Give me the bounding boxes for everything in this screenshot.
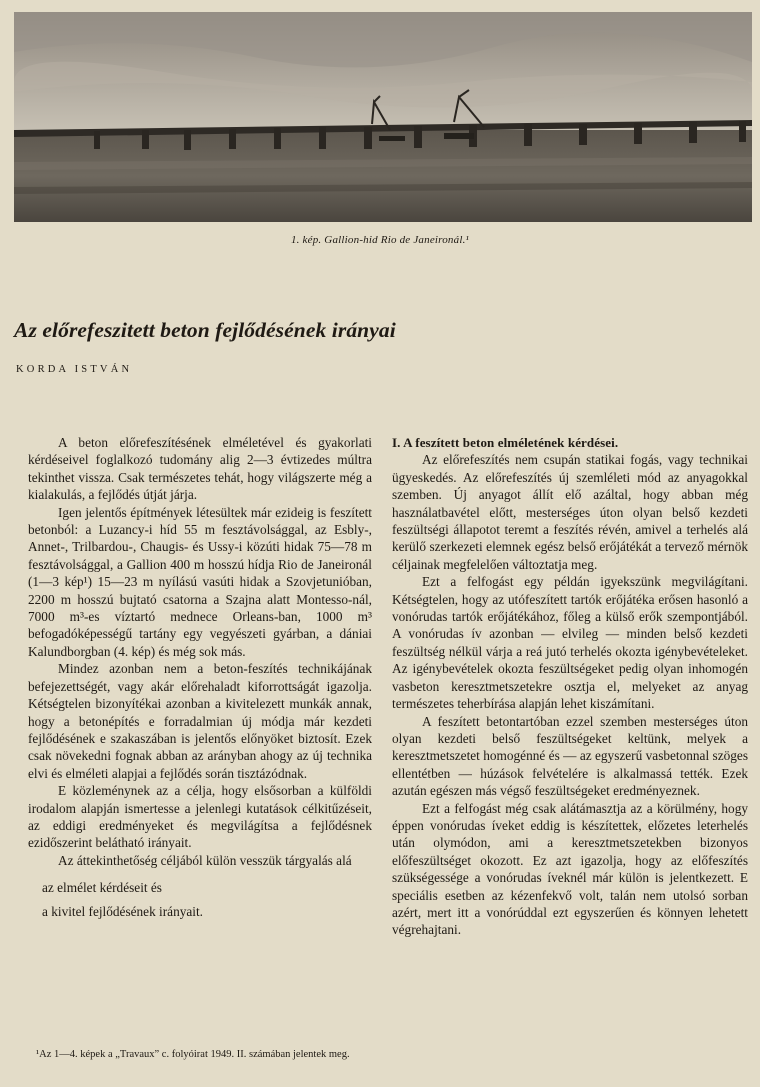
article-author: KORDA ISTVÁN bbox=[16, 364, 133, 375]
paragraph: A feszített betontartóban ezzel szemben mesterséges úton olyan kezdeti belső feszültségeket keltünk, melyek a keresztmetszetet homogénné és — az egyszerű vasbetonnal szöges ellentétben — húzások felvételére is alkalmassá tették. Ezek azután egészen más végső feszültségeket eredményeznek. bbox=[392, 713, 748, 799]
paragraph: Igen jelentős építmények létesültek már ezideig is feszített betonból: a Luzancy-i híd 55 m fesztávolsággal, az Esbly-, Annet-, Trilbardou-, Chaugis- és Ussy-i közúti hidak 75—78 m fesztávolsággal, a Gallion 400 m hosszú hídja Rio de Janeironál (1—3 kép¹) 15—23 m nyílású vasúti hidak a Szovjetunióban, 2200 m hosszú bujtató csatorna a Szajna alatt Montesso-nál, 7000 m³-es víztartó mednece Orleans-ban, 1000 m³ befogadóképességű tartány egy vegyészeti gyárban, a dániai Kalundborgban (4. kép) és még sok más. bbox=[28, 504, 372, 659]
footnote: ¹Az 1—4. képek a „Travaux” c. folyóirat 1949. II. számában jelentek meg. bbox=[36, 1049, 350, 1060]
section-heading: I. A feszített beton elméletének kérdései. bbox=[392, 435, 619, 450]
paragraph: Az előrefeszítés nem csupán statikai fogás, vagy technikai ügyeskedés. Az előrefeszítés új szemléleti mód az anyagokkal szemben. Új anyagot állít elő azáltal, hogy abban még használatbavétel előtt, mesterséges úton olyan belső kezdeti feszültségi állapotot teremt a feszítés révén, amivel a terhelés alá kerülő szerkezeti elemnek egész belső erőjátékát a tervező mérnök céljainak megfelelően változtatja meg. bbox=[392, 452, 748, 572]
list-item: a kivitel fejlődésének irányait. bbox=[42, 903, 203, 919]
right-column bbox=[392, 434, 748, 939]
left-column bbox=[28, 434, 372, 920]
paragraph: Ezt a felfogást egy példán igyekszünk megvilágítani. Kétségtelen, hogy az utófeszített tartók erőjátéka erősen hasonló a vonórudas tartók erőjátékához, főleg a külső erők szempontjából. A vonórudas ív azonban — elvileg — minden belső kezdeti feszültség nélkül várja a reá jutó terhelés okozta igénybevételeket. Az igénybevételek okozta feszültségeket pedig olyan inhomogén vasbeton keresztmetszetekre osztja el, melyeket az anyag természetes teherbírása alapján lehet kiszámítani. bbox=[392, 574, 748, 712]
paragraph: Mindez azonban nem a beton-feszítés technikájának befejezettségét, vagy akár előrehaladt kiforrottságát igazolja. Kétségtelen bizonyítékai azonban a kivitelezett munkák annak, hogy a betonépítés e forradalmian új módja már kezdeti fejlődésének e szakaszában is jelentős előnyöket biztosít. Ezek csak növekedni fognak abban az arányban ahogy az új technika elvi és elméleti alapjai a fejlődés során tisztázódnak. bbox=[28, 661, 372, 781]
list-item: az elmélet kérdéseit és bbox=[42, 880, 162, 896]
paragraph: E közleménynek az a célja, hogy elsősorban a külföldi irodalom alapján ismertesse a jelenlegi kutatások célkitűzéseit, az eddigi eredményeket és megvilágítsa a fejlődésnek ezidőszerint belátható irányait. bbox=[28, 783, 372, 851]
figure-caption: 1. kép. Gallion-hid Rio de Janeironál.¹ bbox=[290, 234, 470, 246]
bridge-photo bbox=[14, 12, 752, 222]
article-title: Az előrefeszitett beton fejlődésének irányai bbox=[14, 318, 396, 342]
paragraph: Az áttekinthetőség céljából külön vesszük tárgyalás alá bbox=[58, 852, 352, 868]
paragraph: A beton előrefeszítésének elméletével és gyakorlati kérdéseivel foglalkozó tudomány alig 2—3 évtizedes múltra tekinthet vissza. Csak természetes tehát, hogy világszerte még a kialakulás, a fejlődés útját járja. bbox=[28, 435, 372, 503]
bridge-photo-drawing bbox=[14, 12, 752, 222]
paragraph: Ezt a felfogást még csak alátámasztja az a körülmény, hogy éppen vonórudas íveket eddig is készítettek, előzetes leterhelés után olymódon, ami a keresztmetszetekben bizonyos előfeszültséget okozott. Ez azt igazolja, hogy az előfeszítés szükségessége a vonórudas íveknél már külön is jelentkezett. E speciális esetben az kézenfekvő volt, talán nem utolsó sorban azért, mert itt a vonórúddal ezt egyszerűen és könnyen lehetett végrehajtani. bbox=[392, 800, 748, 938]
